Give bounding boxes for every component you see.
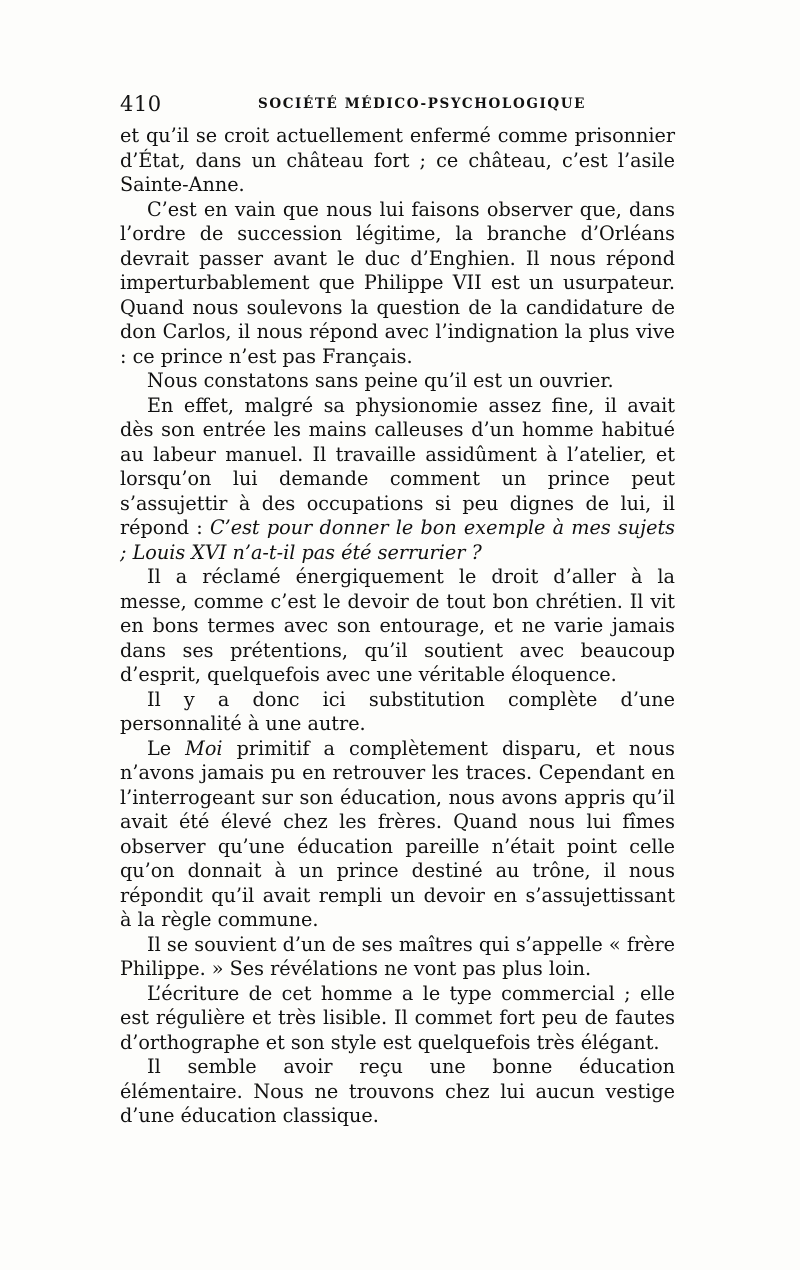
paragraph-6 xyxy=(120,688,675,737)
paragraph-3 xyxy=(120,369,675,394)
paragraph-text: primitif a complètement disparu, et nous n’avons jamais pu en retrouver les traces. Cependant en l’interrogeant sur son éducation, nous avons appris qu’il avait été élevé chez les frères. Quand nous lui fîmes observer qu’une éducation pareille n’était point celle qu’on donnait à un prince destiné au trône, il nous répondit qu’il avait rempli un devoir en s’assujettissant à la règle commune. xyxy=(120,736,675,931)
running-title: SOCIÉTÉ MÉDICO-PSYCHOLOGIQUE xyxy=(258,96,587,112)
page-number: 410 xyxy=(120,92,162,116)
paragraph-text: Il semble avoir reçu une bonne éducation élémentaire. Nous ne trouvons chez lui aucun vestige d’une éducation classique. xyxy=(120,1055,675,1127)
paragraph-text: Il y a donc ici substitution complète d’une personnalité à une autre. xyxy=(120,687,675,735)
paragraph-10 xyxy=(120,1055,675,1129)
paragraph-text: et qu’il se croit actuellement enfermé comme prisonnier d’État, dans un château fort ; ce château, c’est l’asile Sainte-Anne. xyxy=(120,124,675,196)
paragraph-text: En effet, malgré sa physionomie assez fine, il avait dès son entrée les mains calleuses d’un homme habitué au labeur manuel. Il travaille assidûment à l’atelier, et lorsqu’on lui demande comment un prince peut s’assujettir à des occupations si peu dignes de lui, il répond : xyxy=(120,393,675,539)
paragraph-text: Le xyxy=(147,736,186,760)
italic-word: Moi xyxy=(185,736,223,760)
paragraph-1 xyxy=(120,124,675,198)
paragraph-2 xyxy=(120,198,675,370)
paragraph-text: Nous constatons sans peine qu’il est un ouvrier. xyxy=(147,369,614,392)
paragraph-7 xyxy=(120,737,675,933)
running-head xyxy=(120,92,675,116)
body-text xyxy=(120,124,675,1129)
italic-quote: C’est pour donner le bon exemple à mes sujets ; Louis XVI n’a-t-il pas été serrurier ? xyxy=(120,516,675,564)
paragraph-text: Il a réclamé énergiquement le droit d’aller à la messe, comme c’est le devoir de tout bon chrétien. Il vit en bons termes avec son entourage, et ne varie jamais dans ses prétentions, qu’il soutient avec beaucoup d’esprit, quelquefois avec une véritable éloquence. xyxy=(120,565,675,686)
paragraph-8 xyxy=(120,933,675,982)
paragraph-9 xyxy=(120,982,675,1056)
paragraph-4 xyxy=(120,394,675,566)
paragraph-5 xyxy=(120,565,675,688)
paragraph-text: C’est en vain que nous lui faisons observer que, dans l’ordre de succession légitime, la branche d’Orléans devrait passer avant le duc d’Enghien. Il nous répond imperturbablement que Philippe VII est un usurpateur. Quand nous soulevons la question de la candidature de don Carlos, il nous répond avec l’indignation la plus vive : ce prince n’est pas Français. xyxy=(120,197,675,368)
paragraph-text: L’écriture de cet homme a le type commercial ; elle est régulière et très lisible. Il commet fort peu de fautes d’orthographe et son style est quelquefois très élégant. xyxy=(120,981,675,1054)
paragraph-text: Il se souvient d’un de ses maîtres qui s’appelle « frère Philippe. » Ses révélations ne vont pas plus loin. xyxy=(120,932,675,980)
